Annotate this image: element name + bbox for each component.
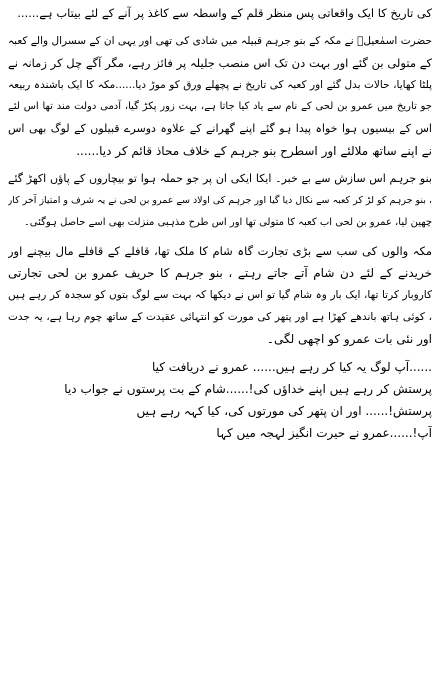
dialogue-line: ......آپ لوگ یہ کیا کر رہے ہیں...... عمرو نے دریافت کیا — [151, 360, 432, 374]
text-line: پلٹا کھایا، حالات بدل گئے اور کعبہ کی تاریخ نے پچھلے ورق کو موڑ دیا......مکہ کا ایک باشندہ ربیعہ — [8, 79, 432, 91]
text-line: جو تاریخ میں عمرو بن لحی کے نام سے یاد کیا جاتا ہے، بہت زور پکڑ گیا، آدمی دولت مند تھا اس لئے — [8, 101, 432, 112]
dialogue-line: پرستش!...... اور ان پتھر کی مورتوں کی، کیا کہہ رہے ہیں — [136, 404, 432, 418]
text-line: نے اپنے ساتھ ملالئے اور اسطرح بنو جرہم کے خلاف محاذ قائم کر دیا...... — [76, 144, 432, 158]
dialogue-line: آپ!......عمرو نے حیرت انگیز لہجہ میں کہا — [216, 426, 432, 440]
text-line: اس کے بیسیوں ہوا خواہ پیدا ہو گئے اپنے گھرانے کے علاوہ دوسرے قبیلوں کے لوگ بھی اس — [8, 122, 432, 135]
paragraph-intro — [8, 2, 432, 24]
text-line: ، بنو جرہم کو لڑ کر کعبہ سے نکال دیا گیا اور جرہم کی اولاد سے عمرو بن لحی نے یہ شرف و امتیاز آخر کار — [8, 195, 432, 206]
paragraph-ismail — [8, 30, 432, 162]
text-line: کے متولی بن گئے اور بہت دن تک اس منصب جلیلہ پر فائز رہے، مگر آگے چل کر زمانہ نے — [8, 56, 432, 70]
paragraph-banu-jurhum — [8, 168, 432, 234]
text-line: کاروبار کرتا تھا، ایک بار وہ شام گیا تو اس نے دیکھا کہ بہت سے لوگ بتوں کو سجدہ کر رہے ہیں — [8, 289, 432, 301]
dialogue-line: پرستش کر رہے ہیں اپنے خداؤں کی!......شام کے بت پرستوں نے جواب دیا — [64, 382, 432, 396]
paragraph-trade-syria — [8, 240, 432, 350]
text-line: کی تاریخ کا ایک واقعاتی پس منظر قلم کے واسطہ سے کاغذ پر آنے کے لئے بیتاب ہے...... — [17, 6, 432, 20]
text-line: حضرت اسمٰعیلؑ نے مکہ کے بنو جرہم قبیلہ میں شادی کی تھی اور یہی ان کے سسرال والے کعبہ — [8, 35, 432, 47]
text-line: خریدنے کے لئے دن شام آتے جاتے رہتے ، بنو جرہم کا حریف عمرو بن لحی تجارتی — [8, 266, 432, 280]
text-line: مکہ والوں کی سب سے بڑی تجارت گاہ شام کا ملک تھا، قافلے کے قافلے مال بیچنے اور — [8, 244, 432, 258]
text-line: بنو جرہم اس سازش سے بے خبر۔ ایکا ایکی ان پر جو حملہ ہوا تو بیچاروں کے پاؤں اکھڑ گئے — [8, 172, 432, 185]
text-line: ، کوئی ہاتھ باندھے کھڑا ہے اور پتھر کی مورت کو انتہائی عقیدت کے ساتھ چوم رہا ہے، یہ جدت — [8, 311, 432, 323]
text-line: چھین لیا، عمرو بن لحی اب کعبہ کا متولی تھا اور اس طرح مذہبی منزلت بھی اسے حاصل ہوگئی۔ — [23, 217, 432, 228]
text-line: اور نئی بات عمرو کو اچھی لگی۔ — [266, 332, 432, 346]
dialogue-block — [8, 356, 432, 444]
